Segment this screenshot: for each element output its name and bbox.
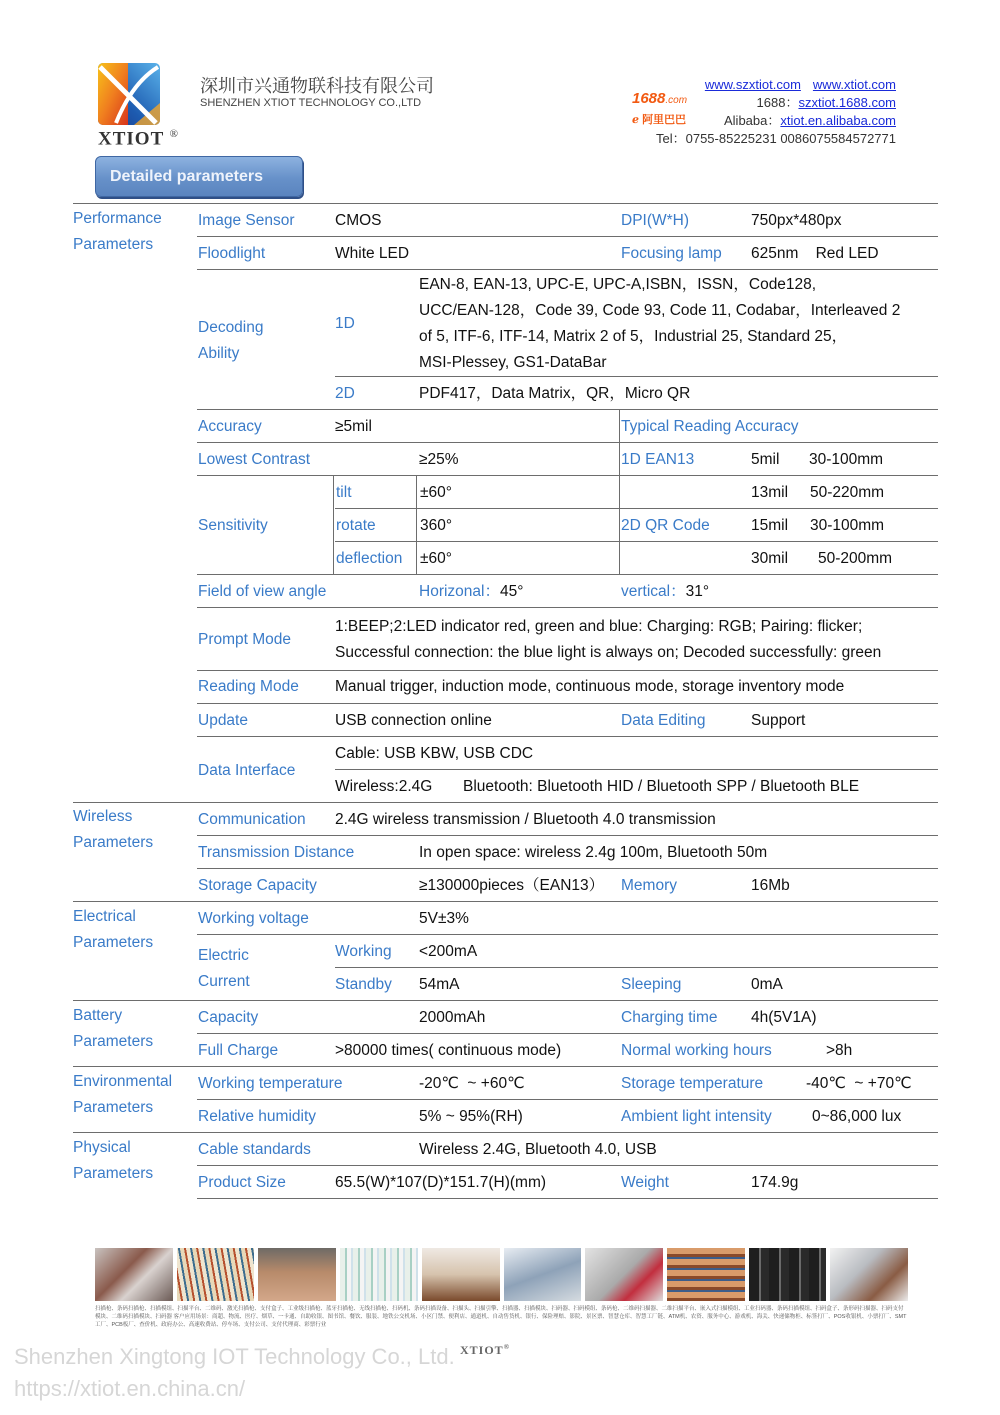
reading-range-2: 50-220mm [810,484,885,501]
xtiot-logo-icon [98,63,160,125]
value-storage-capacity: ≥130000pieces（EAN13） [419,877,605,894]
value-data-editing: Support [751,712,806,729]
reading-mil-2: 13mil [751,484,789,501]
fov-vertical: vertical：31° [621,583,710,600]
value-humidity: 5% ~ 95%(RH) [419,1108,523,1125]
reading-range-3: 30-100mm [810,517,885,534]
value-lowest-contrast: ≥25% [419,451,459,468]
value-working-temp: -20℃ ~ +60℃ [419,1075,525,1092]
divider [197,670,938,671]
value-dpi: 750px*480px [751,212,842,229]
label-2d: 2D [335,385,355,402]
divider [73,203,938,204]
value-cable-interface: Cable: USB KBW, USB CDC [335,745,534,762]
label-sleeping-current: Sleeping [621,976,682,993]
1688-logo-icon: 1688.com [632,90,688,107]
value-update: USB connection online [335,712,492,729]
company-name-cn: 深圳市兴通物联科技有限公司 [200,76,434,97]
value-weight: 174.9g [751,1174,799,1191]
divider [197,868,938,869]
value-1d-line3: of 5, ITF-6, ITF-14, Matrix 2 of 5，Industrial 25, Standard 25， [419,328,848,345]
photo-books [177,1248,255,1301]
group-wireless: Wireless Parameters [73,808,154,851]
label-image-sensor: Image Sensor [198,212,295,229]
divider [73,802,938,803]
divider [197,1033,938,1034]
reading-mil-4: 30mil [751,550,789,567]
value-communication: 2.4G wireless transmission / Bluetooth 4.0 transmission [335,811,716,828]
application-photo-strip [95,1248,908,1301]
label-typical-reading: Typical Reading Accuracy [621,418,799,435]
divider [197,607,938,608]
label-deflection: deflection [336,550,403,567]
link-1688[interactable]: szxtiot.1688.com [798,95,896,110]
telephone: Tel：0755-85225231 0086075584572771 [656,131,896,146]
divider [197,703,938,704]
value-charging-time: 4h(5V1A) [751,1009,817,1026]
label-ambient-light: Ambient light intensity [621,1108,772,1125]
label-weight: Weight [621,1174,669,1191]
divider [197,236,938,237]
value-wireless-interface: Wireless:2.4G [335,778,433,795]
value-working-current: <200mA [419,943,478,960]
value-floodlight: White LED [335,245,410,262]
detailed-parameters-tab: Detailed parameters [95,156,303,197]
photo-card-gate [585,1248,663,1301]
group-battery: Battery Parameters [73,1007,154,1050]
photo-bakery-counter [422,1248,500,1301]
reading-range-4: 50-200mm [818,550,893,567]
divider [73,901,938,902]
label-decoding-2: Ability [198,345,240,362]
photo-office [830,1248,908,1301]
alibaba-logo-icon: ℯ 阿里巴巴 [632,114,687,126]
divider [197,475,938,476]
value-full-charge: >80000 times( continuous mode) [335,1042,562,1059]
reading-range-1: 30-100mm [809,451,884,468]
value-tilt: ±60° [420,484,452,501]
divider [197,574,938,575]
value-working-voltage: 5V±3% [419,910,469,927]
watermark-company: Shenzhen Xingtong IOT Technology Co., Ltd. [14,1344,455,1369]
label-reading-mode: Reading Mode [198,678,299,695]
divider [197,269,938,270]
reading-code-3: 2D QR Code [621,517,710,534]
divider [197,409,938,410]
application-fine-print: 扫描枪、条码扫描枪、扫描模组、扫描平台、二维码、激光扫描枪、支付盒子、工业级扫描枪、蓝牙扫描枪、无线扫描枪、扫码机、条码扫描设备、扫描头、扫描引擎、扫描器、扫描模块、扫码器、扫码模组、条码枪、二维码扫描器、二维扫描平台、嵌入式扫描模组、工业扫码器、条码扫描模组、扫码盒子、条形码扫描器、扫码支付模块、二维码扫描模块、扫码器 客户应用场景：商超、物流、医疗、烟草、一卡通、自助收银、图书馆、餐饮、服装、地铁公交机场、小区门禁、便利店、通道机、自动售货机、银行、保险理赔、影院、景区票、智慧仓库、智慧工厂链、ATM机、农资、服务中心、游戏机、海关、快递储物柜、标签打厂、POS收银机、小票打厂、SMT工厂、PCB板厂、查价机、政府办公、高速收费站、停车场、支付公司、支付代理商、彩票行业 [95,1306,907,1328]
group-physical: Physical Parameters [73,1139,154,1182]
label-storage-capacity: Storage Capacity [198,877,317,894]
company-name-en: SHENZHEN XTIOT TECHNOLOGY CO.,LTD [200,97,422,109]
label-rotate: rotate [336,517,376,534]
value-1d-line1: EAN-8, EAN-13, UPC-E, UPC-A,ISBN，ISSN，Code128, [419,276,817,293]
photo-checkout-counter [95,1248,173,1301]
label-normal-hours: Normal working hours [621,1042,772,1059]
label-transmission-distance: Transmission Distance [198,844,355,861]
value-prompt-line2: Successful connection: the blue light is always on; Decoded successfully: green [335,644,882,661]
value-product-size: 65.5(W)*107(D)*151.7(H)(mm) [335,1174,547,1191]
divider [73,1132,938,1133]
label-sensitivity: Sensitivity [198,517,268,534]
label-working-temp: Working temperature [198,1075,343,1092]
value-accuracy: ≥5mil [335,418,372,435]
label-memory: Memory [621,877,677,894]
value-transmission-distance: In open space: wireless 2.4g 100m, Bluetooth 50m [419,844,768,861]
label-charging-time: Charging time [621,1009,718,1026]
reading-code-1: 1D EAN13 [621,451,695,468]
label-update: Update [198,712,248,729]
watermark-url: https://xtiot.en.china.cn/ [14,1376,246,1401]
label-electric-current-2: Current [198,973,250,990]
label-fov: Field of view angle [198,583,327,600]
divider [197,736,938,737]
label-dpi: DPI(W*H) [621,212,690,229]
value-prompt-line1: 1:BEEP;2:LED indicator red, green and blue: Charging: RGB; Pairing: flicker; [335,618,863,635]
divider [197,934,938,935]
reading-mil-1: 5mil [751,451,780,468]
divider [197,1198,938,1199]
divider [197,835,938,836]
value-bluetooth-interface: Bluetooth: Bluetooth HID / Bluetooth SPP / Bluetooth BLE [463,778,860,795]
divider [335,508,938,509]
value-1d-line2: UCC/EAN-128，Code 39, Code 93, Code 11, Codabar，Interleaved 2 [419,302,901,319]
value-capacity: 2000mAh [419,1009,486,1026]
label-floodlight: Floodlight [198,245,266,262]
column-divider [416,475,417,574]
label-prompt-mode: Prompt Mode [198,631,292,648]
label-cable-standards: Cable standards [198,1141,311,1158]
fov-horizontal: Horizonal：45° [419,583,524,600]
divider [335,967,938,968]
site-link-szxtiot[interactable]: www.szxtiot.com [704,77,801,92]
divider [335,376,938,377]
label-data-editing: Data Editing [621,712,706,729]
group-environmental: Environmental Parameters [73,1073,173,1116]
label-lowest-contrast: Lowest Contrast [198,451,310,468]
value-ambient-light: 0~86,000 lux [812,1108,902,1125]
label-product-size: Product Size [198,1174,286,1191]
label-full-charge: Full Charge [198,1042,279,1059]
label-decoding-1: Decoding [198,319,264,336]
link-alibaba[interactable]: xtiot.en.alibaba.com [780,113,896,128]
label-accuracy: Accuracy [198,418,262,435]
value-storage-temp: -40℃ ~ +70℃ [806,1075,912,1092]
label-1d: 1D [335,315,355,332]
value-rotate: 360° [420,517,453,534]
label-capacity: Capacity [198,1009,259,1026]
label-tilt: tilt [336,484,352,501]
footer-logo: XTIOT® [460,1343,510,1357]
divider [73,1066,938,1067]
photo-vending-machines [749,1248,827,1301]
divider [197,1165,938,1166]
divider [197,1099,938,1100]
divider [335,769,938,770]
divider [335,541,938,542]
value-cable-standards: Wireless 2.4G, Bluetooth 4.0, USB [419,1141,657,1158]
divider [73,1000,938,1001]
value-standby-current: 54mA [419,976,460,993]
value-sleeping-current: 0mA [751,976,783,993]
value-reading-mode: Manual trigger, induction mode, continuous mode, storage inventory mode [335,678,845,695]
column-divider [333,475,334,574]
value-image-sensor: CMOS [335,212,382,229]
logo-wordmark: XTIOT ® [98,128,180,150]
group-performance: Performance Parameters [73,210,162,253]
label-working-voltage: Working voltage [198,910,309,927]
label-communication: Communication [198,811,306,828]
label-working-current: Working [335,943,392,960]
label-data-interface: Data Interface [198,762,296,779]
label-humidity: Relative humidity [198,1108,317,1125]
value-focusing-lamp: 625nm Red LED [751,245,879,262]
photo-warehouse-boxes [258,1248,336,1301]
value-deflection: ±60° [420,550,452,567]
site-link-xtiot[interactable]: www.xtiot.com [812,77,896,92]
photo-retail-store [667,1248,745,1301]
contact-block: www.szxtiot.com www.xtiot.com 1688：szxtiot.1688.com Alibaba：xtiot.en.alibaba.com Tel：0755-85225231 0086075584572771 [656,77,896,146]
reading-mil-3: 15mil [751,517,789,534]
photo-shopping-mall [504,1248,582,1301]
label-electric-current-1: Electric [198,947,249,964]
value-normal-hours: >8h [826,1042,853,1059]
value-2d: PDF417，Data Matrix，QR，Micro QR [419,385,691,402]
photo-pharmacy-shelves [340,1248,418,1301]
label-standby-current: Standby [335,976,392,993]
label-focusing-lamp: Focusing lamp [621,245,722,262]
label-storage-temp: Storage temperature [621,1075,764,1092]
group-electrical: Electrical Parameters [73,908,154,951]
value-1d-line4: MSI-Plessey, GS1-DataBar [419,354,607,371]
value-memory: 16Mb [751,877,790,894]
divider [197,442,938,443]
